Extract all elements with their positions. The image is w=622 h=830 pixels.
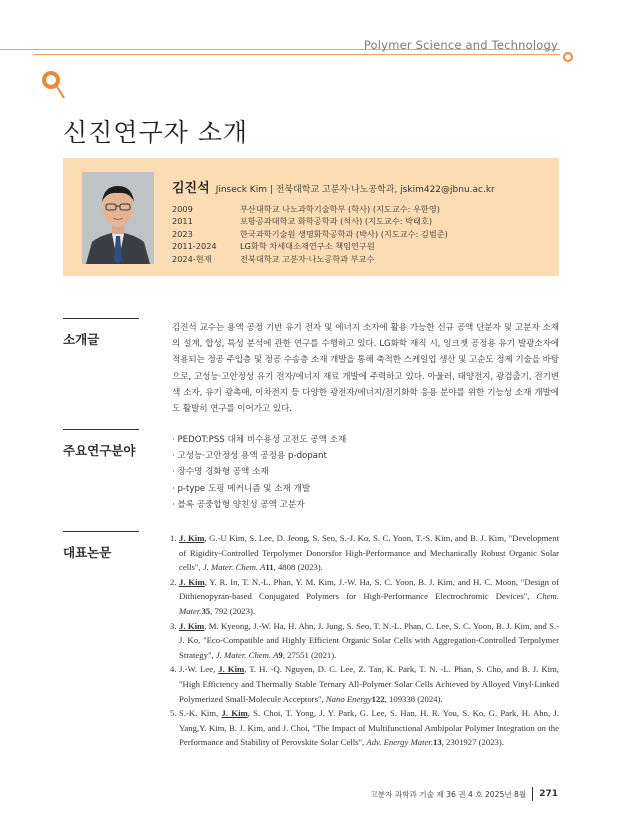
career-item bbox=[172, 203, 448, 215]
paper-citation: , M. Kyeong, J.-W. Ha, H. Ahn, J. Jung, S. Seo, T. N.-L. Phan, C. Lee, S. C. Yoon, B. J. Kim, and S.-J. Ko, "Eco-Compatible and Highly Efficient Organic Solar Cells with Aggregation-Controlled Terpolymer Strategy", bbox=[179, 620, 559, 660]
paper-number: 1. bbox=[170, 533, 177, 543]
magnifier-icon bbox=[40, 69, 70, 101]
career-desc: 전북대학교 고분자·나노공학과 부교수 bbox=[240, 253, 375, 264]
paper-journal: Adv. Energy Mater. bbox=[366, 737, 433, 748]
career-desc: 포항공과대학교 화학공학과 (석사) (지도교수: 박태호) bbox=[240, 216, 433, 227]
paper-pages: , 2301927 (2023). bbox=[441, 737, 504, 748]
profile-name-row bbox=[172, 177, 495, 196]
section-heading-intro: 소개글 bbox=[63, 332, 100, 347]
page-title: 신진연구자 소개 bbox=[63, 117, 248, 147]
paper-citation: , Y. R. In, T. N.-L. Phan, Y. M. Kim, J.-W. Ha, S. C. Yoon, B. J. Kim, and H. C. Moon, "Design of Dithienopyran-based Conjugated Polymers for High-Performance Electrochromic Devices", bbox=[179, 576, 559, 602]
paper-author-highlight: J. Kim bbox=[218, 664, 245, 675]
paper-citation: , G.-U Kim, S. Lee, D. Jeong, S. Seo, S.-J. Ko, S. C. Yoon, T.-S. Kim, and B. J. Kim, "Development of Rigidity-Controlled Terpolymer Donorsfor High-Performance and Mechanically Robust Organic Solar cells", bbox=[179, 533, 559, 573]
paper-author-highlight: J. Kim bbox=[179, 576, 205, 587]
career-year: 2023 bbox=[172, 228, 193, 239]
paper-number: 3. bbox=[170, 620, 177, 631]
journal-header-title: Polymer Science and Technology bbox=[363, 38, 558, 52]
paper-volume: 122 bbox=[371, 693, 385, 704]
section-heading-research: 주요연구분야 bbox=[63, 443, 136, 458]
paper-authors-pre: S.-K. Kim, bbox=[179, 708, 222, 719]
paper-pages: , 27551 (2021). bbox=[282, 649, 337, 660]
paper-journal: Nano Energy bbox=[325, 693, 372, 704]
paper-author-highlight: J. Kim bbox=[221, 708, 248, 719]
career-list bbox=[172, 203, 448, 265]
paper-journal: J. Mater. Chem. A bbox=[215, 649, 279, 660]
paper-pages: , 109338 (2024). bbox=[384, 693, 443, 704]
research-item: · 장수명 경화형 공액 소재 bbox=[172, 464, 346, 480]
profile-photo bbox=[82, 172, 154, 264]
paper-item bbox=[170, 531, 559, 575]
researcher-affiliation: Jinseck Kim | 전북대학교 고분자·나노공학과, jskim422@jbnu.ac.kr bbox=[215, 185, 495, 195]
paper-item bbox=[170, 619, 559, 663]
paper-journal: J. Mater. Chem. A bbox=[202, 562, 266, 573]
paper-item bbox=[170, 662, 559, 706]
page-number: 271 bbox=[539, 789, 558, 799]
paper-item bbox=[170, 706, 559, 750]
paper-author-highlight: J. Kim bbox=[179, 533, 205, 543]
research-item: · 블록 공중합형 양친성 공액 고분자 bbox=[172, 497, 346, 513]
career-year: 2011-2024 bbox=[172, 241, 217, 252]
paper-citation: , S. Choi, T. Yong, J. Y. Park, G. Lee, S. Han, H. R. You, S. Ko, G. Park, H. Ahn, J. Yang,Y. Kim, B. J. Kim, and J. Choi, "The Impact of Multifunctional Ambipolar Polymer Integration on the Performance and Stability of Perovskite Solar Cells", bbox=[179, 708, 559, 748]
paper-item bbox=[170, 575, 559, 619]
career-year: 2011 bbox=[172, 216, 193, 227]
section-rule bbox=[63, 429, 139, 430]
paper-authors-pre: J.-W. Lee, bbox=[179, 664, 219, 675]
paper-volume: 35 bbox=[201, 605, 211, 616]
intro-paragraph: 김진석 교수는 용액 공정 기반 유기 전자 및 에너지 소자에 활용 가능한 신규 공액 단분자 및 고분자 소재의 설계, 합성, 특성 분석에 관한 연구를 수행하고 있다. LG화학 재직 시, 잉크젯 공정용 유기 발광소자에 적용되는 정공 주입층 및 정공 수송층 소재 개발을 통해 축적한 스케일업 생산 및 고순도 정제 기술을 바탕으로, 고성능·고안정성 유기 전자/에너지 재료 개발에 주력하고 있다. 아울러, 태양전지, 광검출기, 전기변색 소자, 유기 광촉매, 이차전지 등 다양한 광전자/에너지/전기화학 응용 분야를 위한 기능성 소재 개발에도 활발히 연구를 이어가고 있다. bbox=[172, 323, 559, 415]
research-item: · PEDOT:PSS 대체 비수용성 고전도 공액 소재 bbox=[172, 432, 346, 448]
research-item: · 고성능·고안정성 용액 공정용 p-dopant bbox=[172, 448, 346, 464]
paper-pages: , 792 (2023). bbox=[210, 605, 256, 616]
career-desc: 한국과학기술원 생명화학공학과 (박사) (지도교수: 김범준) bbox=[240, 228, 448, 239]
career-item bbox=[172, 240, 448, 252]
career-item bbox=[172, 215, 448, 227]
paper-number: 5. bbox=[170, 708, 177, 719]
career-year: 2009 bbox=[172, 204, 193, 214]
papers-list bbox=[170, 531, 559, 750]
career-year: 2024-현재 bbox=[172, 253, 212, 264]
page-footer bbox=[370, 787, 558, 801]
paper-number: 4. bbox=[170, 664, 177, 675]
career-desc: 부산대학교 나노과학기술학부 (학사) (지도교수: 우한영) bbox=[240, 204, 440, 214]
paper-citation: , T. H. -Q. Nguyen, D. C. Lee, Z. Tan, K. Park, T. N. -L. Phan, S. Cho, and B. J. Kim, "High Efficiency and Thermally Stable Ternary All-Polymer Solar Cells Achieved by Alloyed Vinyl-Linked Polymerized Small-Molecule Acceptors", bbox=[179, 664, 559, 704]
paper-number: 2. bbox=[170, 576, 177, 587]
researcher-name: 김진석 bbox=[172, 181, 210, 196]
paper-pages: , 4808 (2023). bbox=[273, 562, 323, 573]
research-item: · p-type 도핑 메커니즘 및 소재 개발 bbox=[172, 481, 346, 497]
research-list bbox=[172, 432, 346, 513]
footer-divider bbox=[532, 787, 533, 801]
career-item bbox=[172, 228, 448, 240]
section-heading-papers: 대표논문 bbox=[63, 545, 112, 560]
footer-journal-info: 고분자 과학과 기술 제 36 권 4 호 2025년 8월 bbox=[370, 789, 527, 799]
career-desc: LG화학 차세대소재연구소 책임연구원 bbox=[240, 241, 375, 252]
paper-volume: 13 bbox=[433, 737, 442, 748]
header-rule-inner bbox=[34, 54, 560, 55]
section-rule bbox=[63, 531, 139, 532]
header-circle-icon bbox=[563, 52, 573, 62]
paper-volume: 9 bbox=[278, 649, 283, 660]
paper-author-highlight: J. Kim bbox=[179, 620, 205, 631]
career-item bbox=[172, 253, 448, 265]
paper-journal: Chem. Mater. bbox=[179, 591, 559, 616]
paper-volume: 11 bbox=[265, 562, 274, 573]
section-rule bbox=[63, 318, 139, 319]
